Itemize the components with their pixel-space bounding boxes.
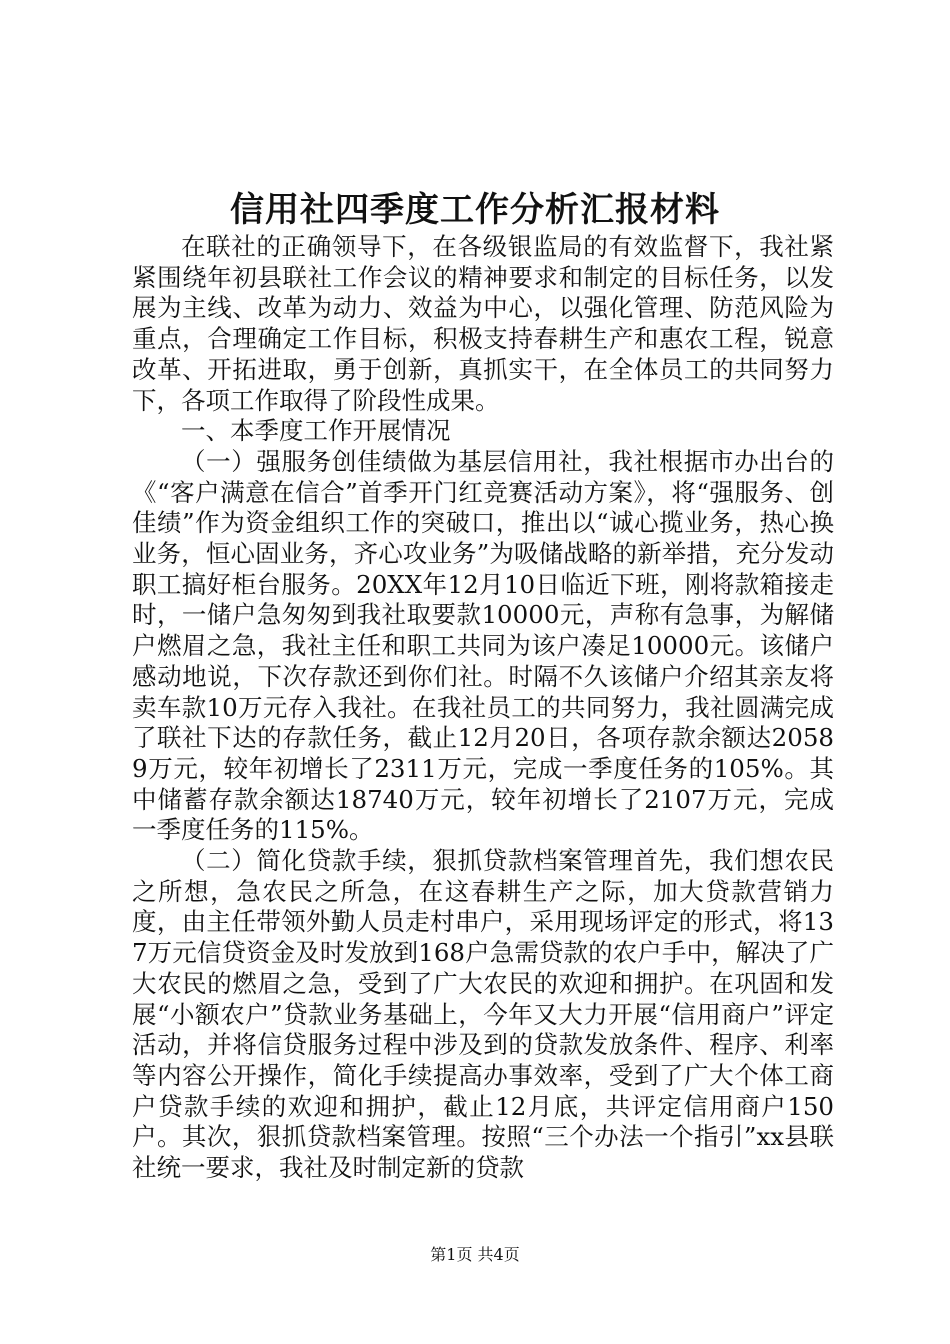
- section-heading: 一、本季度工作开展情况: [181, 416, 451, 446]
- paragraph-loan: （二）简化贷款手续，狠抓贷款档案管理首先，我们想农民之所想，急农民之所急，在这春耕生产之际，加大贷款营销力度，由主任带领外勤人员走村串户，采用现场评定的形式，将137万元信贷资金及时发放到168户急需贷款的农户手中，解决了广大农民的燃眉之急，受到了广大农民的欢迎和拥护。在巩固和发展“小额农户”贷款业务基础上，今年又大力开展“信用商户”评定活动，并将信贷服务过程中涉及到的贷款发放条件、程序、利率等内容公开操作，简化手续提高办事效率，受到了广大个体工商户贷款手续的欢迎和拥护，截止12月底，共评定信用商户150户。其次，狠抓贷款档案管理。按照“三个办法一个指引”xx县联社统一要求，我社及时制定新的贷款: [132, 846, 834, 1183]
- paragraph-intro: 在联社的正确领导下，在各级银监局的有效监督下，我社紧紧围绕年初县联社工作会议的精神要求和制定的目标任务，以发展为主线、改革为动力、效益为中心，以强化管理、防范风险为重点，合理确定工作目标，积极支持春耕生产和惠农工程，锐意改革、开拓进取，勇于创新，真抓实干，在全体员工的共同努力下，各项工作取得了阶段性成果。: [132, 232, 834, 415]
- paragraph-service: （一）强服务创佳绩做为基层信用社，我社根据市办出台的《“客户满意在信合”首季开门红竞赛活动方案》，将“强服务、创佳绩”作为资金组织工作的突破口，推出以“诚心揽业务，热心换业务，恒心固业务，齐心攻业务”为吸储战略的新举措，充分发动职工搞好柜台服务。20XX年12月10日临近下班，刚将款箱接走时，一储户急匆匆到我社取要款10000元，声称有急事，为解储户燃眉之急，我社主任和职工共同为该户凑足10000元。该储户感动地说，下次存款还到你们社。时隔不久该储户介绍其亲友将卖车款10万元存入我社。在我社员工的共同努力，我社圆满完成了联社下达的存款任务，截止12月20日，各项存款余额达20589万元，较年初增长了2311万元，完成一季度任务的105%。其中储蓄存款余额达18740万元，较年初增长了2107万元，完成一季度任务的115%。: [132, 446, 834, 845]
- document-body: [132, 232, 834, 1184]
- page-number: 第1页 共4页: [430, 1245, 520, 1264]
- document-title: 信用社四季度工作分析汇报材料: [230, 190, 720, 230]
